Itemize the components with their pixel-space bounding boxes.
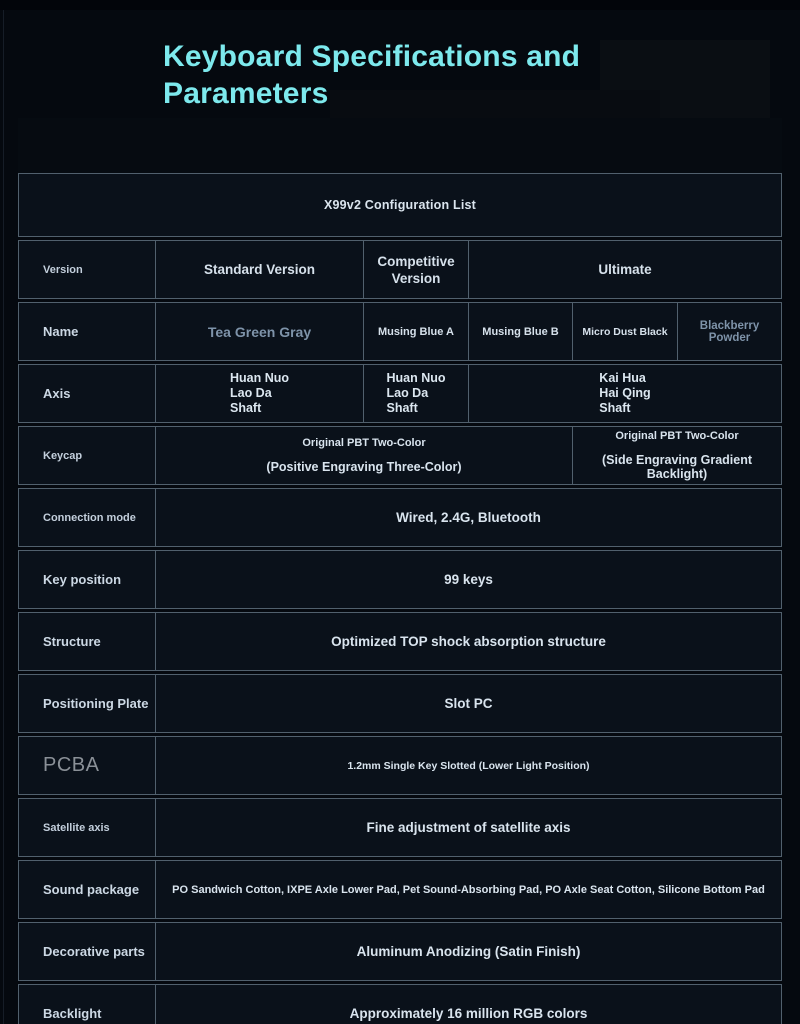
text-line: (Side Engraving Gradient Backlight) bbox=[601, 453, 753, 481]
page-title bbox=[163, 38, 723, 112]
spec-table bbox=[18, 173, 782, 1024]
name-cell-2 bbox=[363, 303, 468, 360]
cell-text: 99 keys bbox=[444, 572, 493, 587]
structure-cell-1 bbox=[155, 613, 781, 670]
row-label-backlight bbox=[19, 985, 155, 1024]
table-row-positioning-plate bbox=[18, 674, 782, 733]
table-row-pcba bbox=[18, 736, 782, 795]
cell-text: Standard Version bbox=[203, 262, 316, 277]
row-label-text: Satellite axis bbox=[43, 821, 110, 834]
decorative-parts-cell-1 bbox=[155, 923, 781, 980]
text-line: Shaft bbox=[386, 401, 418, 415]
cell-text: Competitive Version bbox=[377, 253, 455, 286]
text-line: Shaft bbox=[229, 401, 262, 415]
table-row-structure bbox=[18, 612, 782, 671]
cell-text: Approximately 16 million RGB colors bbox=[349, 1006, 588, 1021]
text-line: Hai Qing bbox=[599, 386, 651, 400]
table-row-connection-mode bbox=[18, 488, 782, 547]
page-title-line1: Keyboard Specifications and bbox=[163, 40, 581, 73]
row-label-text: Backlight bbox=[43, 1006, 102, 1021]
text-line: Kai Hua bbox=[599, 371, 646, 385]
row-label-text: Positioning Plate bbox=[43, 696, 149, 711]
text-line: Original PBT Two-Color bbox=[615, 430, 739, 442]
row-label-key-position bbox=[19, 551, 155, 608]
cell-text: Fine adjustment of satellite axis bbox=[366, 820, 571, 835]
cell-text: X99v2 Configuration List bbox=[323, 198, 477, 212]
axis-cell-2 bbox=[363, 365, 468, 422]
text-line: Lao Da bbox=[386, 386, 429, 400]
name-cell-5 bbox=[677, 303, 781, 360]
row-label-text: Decorative parts bbox=[43, 944, 145, 959]
row-label-keycap bbox=[19, 427, 155, 484]
row-label-text: Key position bbox=[43, 572, 122, 587]
cell-text: Slot PC bbox=[444, 696, 493, 711]
photo-top-edge bbox=[0, 0, 800, 10]
row-label-version bbox=[19, 241, 155, 298]
cell-text: Musing Blue A bbox=[378, 325, 454, 338]
keycap-multiline-text bbox=[579, 430, 775, 481]
row-label-axis bbox=[19, 365, 155, 422]
name-cell-1 bbox=[155, 303, 363, 360]
cell-text: Wired, 2.4G, Bluetooth bbox=[396, 510, 541, 525]
sound-package-cell-1 bbox=[155, 861, 781, 918]
version-cell-1 bbox=[155, 241, 363, 298]
row-label-pcba bbox=[19, 737, 155, 794]
text-line: Huan Nuo bbox=[386, 371, 446, 385]
axis-multiline-text bbox=[599, 371, 650, 416]
cell-text: PO Sandwich Cotton, IXPE Axle Lower Pad, Pet Sound-Absorbing Pad, PO Axle Seat Cotton, Silicone Bottom Pad bbox=[172, 883, 765, 896]
row-label-text: Version bbox=[43, 263, 83, 276]
row-label-text: PCBA bbox=[43, 754, 100, 776]
axis-cell-1 bbox=[155, 365, 363, 422]
row-label-decorative-parts bbox=[19, 923, 155, 980]
text-line: Shaft bbox=[599, 401, 631, 415]
cell-text: Tea Green Gray bbox=[207, 323, 312, 340]
connection-mode-cell-1 bbox=[155, 489, 781, 546]
row-label-structure bbox=[19, 613, 155, 670]
row-label-text: Sound package bbox=[43, 882, 140, 897]
version-cell-3 bbox=[468, 241, 781, 298]
page-title-line2: Parameters bbox=[163, 77, 329, 110]
cell-text: Musing Blue B bbox=[482, 325, 559, 338]
cell-text: Aluminum Anodizing (Satin Finish) bbox=[356, 944, 581, 959]
row-label-positioning-plate bbox=[19, 675, 155, 732]
table-row-keycap bbox=[18, 426, 782, 485]
positioning-plate-cell-1 bbox=[155, 675, 781, 732]
keycap-cell-1 bbox=[155, 427, 572, 484]
table-row-version bbox=[18, 240, 782, 299]
axis-multiline-text bbox=[386, 371, 445, 416]
row-label-text: Structure bbox=[43, 634, 101, 649]
configuration-header-cell-0 bbox=[19, 174, 781, 236]
table-row-decorative-parts bbox=[18, 922, 782, 981]
background-photo-shadow bbox=[18, 118, 782, 173]
backlight-cell-1 bbox=[155, 985, 781, 1024]
cell-text: Blackberry Powder bbox=[699, 319, 760, 344]
text-line: (Positive Engraving Three-Color) bbox=[266, 460, 462, 474]
table-row-axis bbox=[18, 364, 782, 423]
table-row-configuration-header bbox=[18, 173, 782, 237]
cell-text: Optimized TOP shock absorption structure bbox=[331, 634, 606, 649]
cell-text: 1.2mm Single Key Slotted (Lower Light Position) bbox=[347, 759, 590, 772]
cell-text: Micro Dust Black bbox=[582, 325, 668, 338]
table-row-name bbox=[18, 302, 782, 361]
row-label-text: Name bbox=[43, 324, 79, 339]
row-label-name bbox=[19, 303, 155, 360]
version-cell-2 bbox=[363, 241, 468, 298]
row-label-text: Connection mode bbox=[43, 511, 136, 524]
text-line: Huan Nuo bbox=[229, 371, 290, 385]
text-line: Original PBT Two-Color bbox=[302, 437, 426, 449]
table-row-satellite-axis bbox=[18, 798, 782, 857]
axis-cell-3 bbox=[468, 365, 781, 422]
keycap-cell-2 bbox=[572, 427, 781, 484]
keycap-multiline-text bbox=[266, 437, 461, 474]
name-cell-4 bbox=[572, 303, 677, 360]
axis-multiline-text bbox=[230, 371, 289, 416]
row-label-connection-mode bbox=[19, 489, 155, 546]
text-line: Lao Da bbox=[229, 386, 272, 400]
cell-text: Ultimate bbox=[598, 262, 652, 277]
photo-left-edge bbox=[3, 10, 4, 1024]
pcba-cell-1 bbox=[155, 737, 781, 794]
row-label-text: Axis bbox=[43, 386, 71, 401]
satellite-axis-cell-1 bbox=[155, 799, 781, 856]
row-label-text: Keycap bbox=[43, 449, 83, 462]
table-row-sound-package bbox=[18, 860, 782, 919]
row-label-satellite-axis bbox=[19, 799, 155, 856]
key-position-cell-1 bbox=[155, 551, 781, 608]
row-label-sound-package bbox=[19, 861, 155, 918]
name-cell-3 bbox=[468, 303, 572, 360]
table-row-key-position bbox=[18, 550, 782, 609]
table-row-backlight bbox=[18, 984, 782, 1024]
